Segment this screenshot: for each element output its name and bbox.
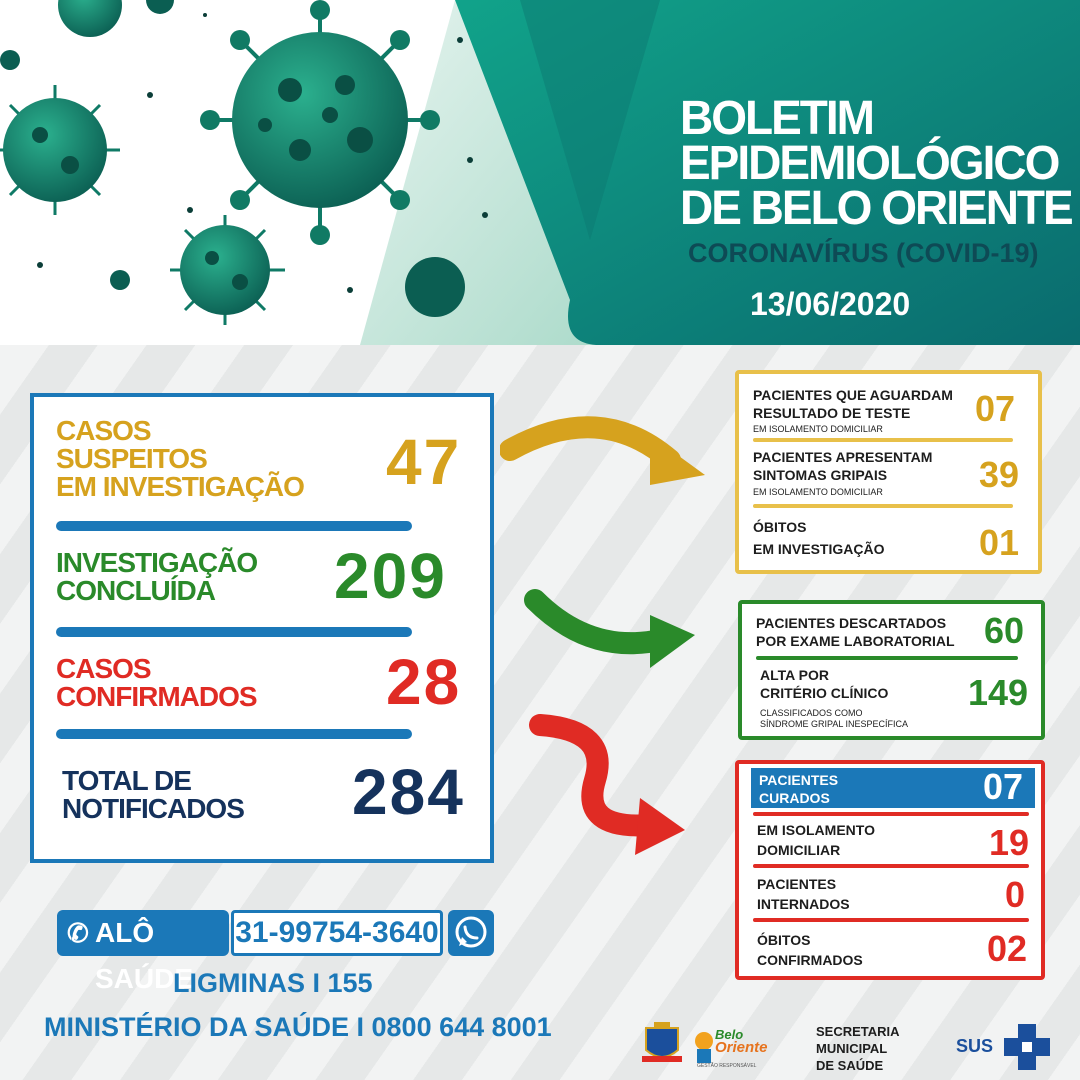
- confirmed-detail-box: [735, 760, 1045, 980]
- sus-cross-icon: [1000, 1022, 1054, 1072]
- arrow-icon: [535, 600, 695, 668]
- divider: [753, 812, 1029, 816]
- divider: [56, 521, 412, 531]
- awaiting-value: 07: [975, 388, 1016, 429]
- awaiting-box: [735, 370, 1042, 574]
- virus-icon: [0, 85, 120, 215]
- total-label: TOTAL DE NOTIFICADOS: [62, 765, 244, 824]
- hospitalized-value: 0: [1005, 874, 1026, 915]
- suspects-label: CASOS SUSPEITOS EM INVESTIGAÇÃO: [56, 415, 304, 502]
- arrow-icon: [540, 725, 685, 855]
- deaths-investigation-value: 01: [979, 522, 1020, 563]
- cured-highlight: [751, 768, 1035, 808]
- deaths-confirmed-value: 02: [987, 928, 1028, 969]
- discharge-note: CLASSIFICADOS COMO SÍNDROME GRIPAL INESPECÍFICA: [760, 708, 909, 729]
- divider: [56, 627, 412, 637]
- cured-label: PACIENTES CURADOS: [759, 772, 839, 806]
- symptoms-label: PACIENTES APRESENTAM SINTOMAS GRIPAIS: [753, 449, 933, 483]
- concluded-value: 209: [334, 540, 447, 612]
- suspects-value: 47: [386, 426, 462, 498]
- discharge-value: 149: [968, 672, 1029, 713]
- divider: [56, 729, 412, 739]
- deaths-investigation-label: ÓBITOS EM INVESTIGAÇÃO: [753, 519, 885, 557]
- home-isolation-label: EM ISOLAMENTO DOMICILIAR: [757, 822, 875, 858]
- virus-icon: [170, 215, 285, 325]
- virus-icon: [200, 0, 440, 245]
- divider: [756, 656, 1018, 660]
- awaiting-note: EM ISOLAMENTO DOMICILIAR: [753, 424, 883, 434]
- symptoms-value: 39: [979, 454, 1020, 495]
- discharge-label: ALTA POR CRITÉRIO CLÍNICO: [760, 667, 889, 701]
- divider: [753, 438, 1013, 442]
- phone-number[interactable]: 31-99754-3640: [231, 910, 443, 956]
- confirmed-label: CASOS CONFIRMADOS: [56, 653, 257, 712]
- belo-oriente-logo: Belo Oriente GESTÃO RESPONSÁVEL: [693, 1025, 773, 1075]
- total-value: 284: [352, 756, 465, 828]
- summary-box: [30, 393, 494, 863]
- ministerio-line: MINISTÉRIO DA SAÚDE I 0800 644 8001: [44, 1012, 552, 1042]
- whatsapp-icon[interactable]: [448, 910, 494, 956]
- ligminas-line: LIGMINAS I 155: [173, 968, 373, 998]
- arrow-icon: [510, 427, 705, 485]
- alo-saude-label: ALÔ SAÚDE: [95, 917, 194, 994]
- divider: [753, 918, 1029, 922]
- confirmed-value: 28: [386, 646, 462, 718]
- bulletin-date: 13/06/2020: [750, 286, 911, 322]
- phone-icon: ✆: [67, 918, 89, 948]
- divider: [753, 504, 1013, 508]
- flow-arrows: [500, 400, 740, 860]
- title-line-1: BOLETIM: [680, 89, 873, 145]
- concluded-label: INVESTIGAÇÃO CONCLUÍDA: [56, 547, 258, 606]
- discarded-value: 60: [984, 610, 1025, 651]
- crest-icon: [640, 1020, 684, 1066]
- hospitalized-label: PACIENTES INTERNADOS: [757, 876, 850, 912]
- alo-saude-badge: [57, 910, 229, 994]
- symptoms-note: EM ISOLAMENTO DOMICILIAR: [753, 487, 883, 497]
- sun-icon: [693, 1029, 715, 1065]
- awaiting-label: PACIENTES QUE AGUARDAM RESULTADO DE TESTE: [753, 387, 953, 421]
- discarded-label: PACIENTES DESCARTADOS POR EXAME LABORATORIAL: [756, 615, 955, 649]
- subtitle: CORONAVÍRUS (COVID-19): [688, 238, 1039, 268]
- header-banner: [0, 0, 1080, 345]
- title-line-3: DE BELO ORIENTE: [680, 179, 1072, 235]
- divider: [753, 864, 1029, 868]
- cured-value: 07: [983, 766, 1024, 807]
- secretaria-label: SECRETARIA MUNICIPAL DE SAÚDE: [816, 1024, 900, 1073]
- sus-label: SUS: [956, 1036, 994, 1056]
- deaths-confirmed-label: ÓBITOS CONFIRMADOS: [757, 932, 863, 968]
- discarded-box: [738, 600, 1045, 740]
- home-isolation-value: 19: [989, 822, 1030, 863]
- title-line-2: EPIDEMIOLÓGICO: [680, 134, 1059, 190]
